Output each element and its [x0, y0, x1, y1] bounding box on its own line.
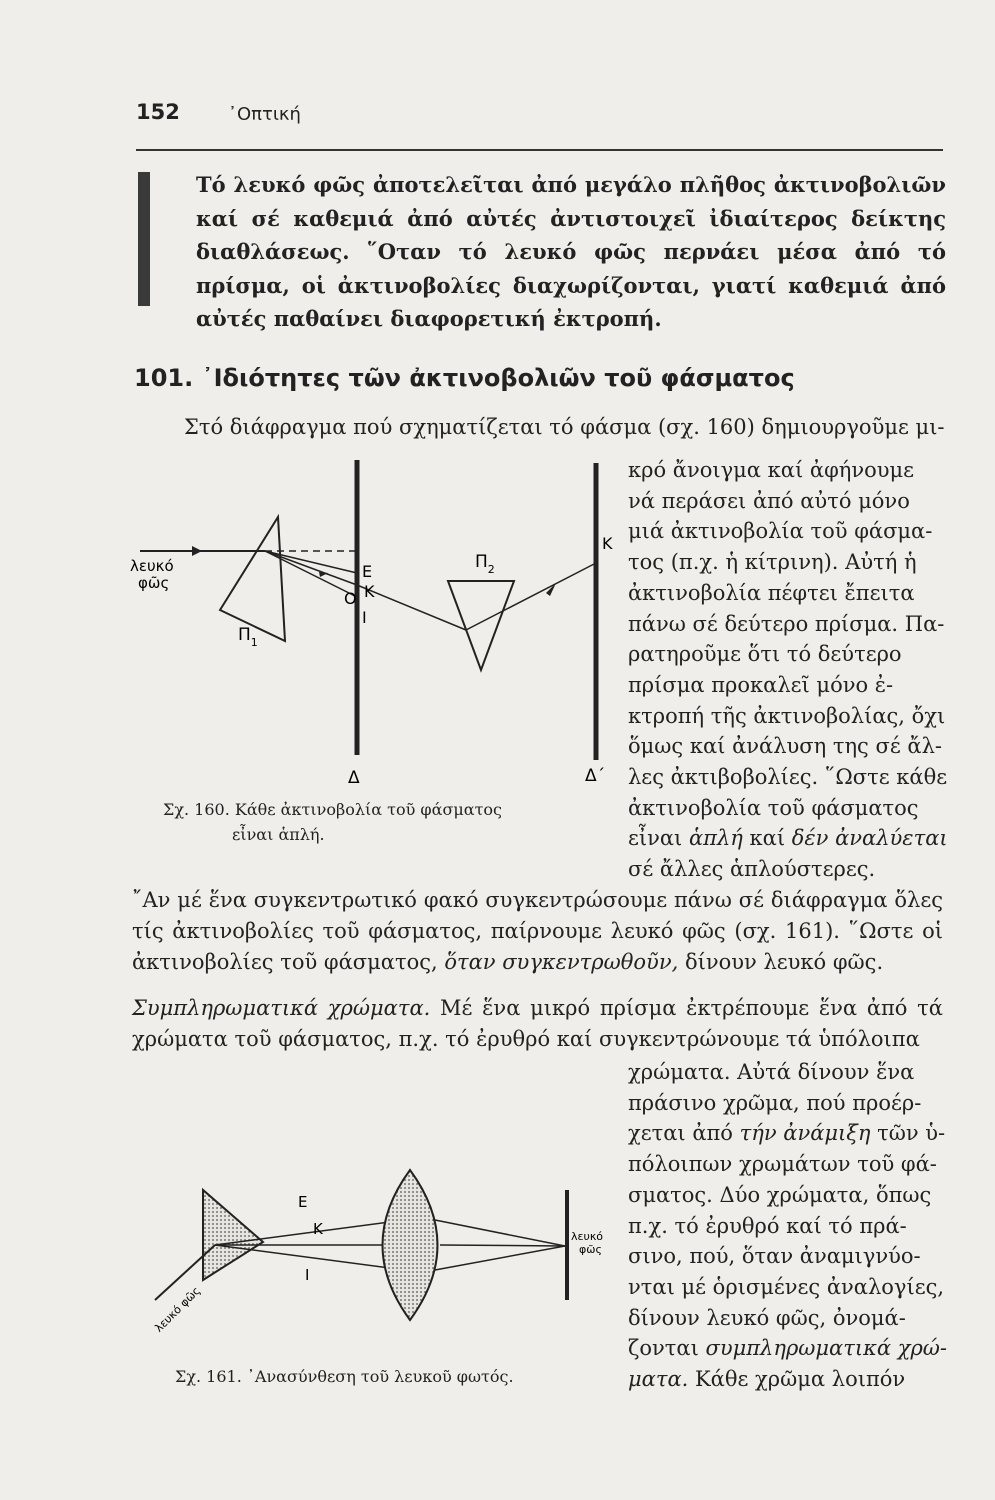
text-run: ῎Αν μέ ἕνα συγκεντρωτικό φακό συγκεντρώσουμε πάνω σέ διάφραγμα ὅλες τίς ἀκτινοβολίες τοῦ φάσματος, παίρνουμε λευκό φῶς (σχ. 161). ῞Ωστε οἱ ἀκτινοβολίες τοῦ φάσματος, — [132, 888, 943, 974]
label-k: Κ — [313, 1220, 323, 1238]
text-line: ἀκτινοβολία τοῦ φάσματος — [628, 795, 919, 820]
text-line: σέ ἄλλες ἁπλούστερες. — [628, 857, 876, 882]
text-run: εἶναι — [628, 826, 689, 851]
label-p1: Π — [238, 625, 251, 645]
section-title — [134, 364, 795, 392]
text-line: πράσινο χρῶμα, πού προέρ- — [628, 1090, 922, 1115]
label-p2: Π — [475, 552, 488, 572]
prism — [203, 1190, 263, 1280]
figure-160-caption-line2: εἶναι ἁπλή. — [232, 825, 325, 844]
figure-161-diagram — [135, 1150, 615, 1350]
label-i: Ι — [362, 608, 367, 627]
ray-converge-2 — [440, 1245, 565, 1246]
arrow-icon — [192, 546, 202, 556]
label-white-light-2: φῶς — [138, 574, 170, 592]
figure-161-caption: Σχ. 161. ᾿Ανασύνθεση τοῦ λευκοῦ φωτός. — [175, 1367, 514, 1386]
deviated-ray — [466, 563, 596, 630]
label-k2: Κ — [602, 534, 613, 553]
text-line: χρώματα. Αὐτά δίνουν ἕνα — [628, 1060, 915, 1084]
text-line: τος (π.χ. ἡ κίτρινη). Αὐτή ἡ — [628, 550, 917, 575]
text-line: πάνω σέ δεύτερο πρίσμα. Πα- — [628, 611, 945, 636]
label-white-out-1: λευκό — [571, 1230, 604, 1243]
chapter-title: ᾿Οπτική — [228, 104, 301, 125]
header-rule — [136, 149, 943, 151]
ray-k — [265, 551, 357, 585]
text-line: π.χ. τό ἐρυθρό καί τό πρά- — [628, 1213, 907, 1238]
text-line — [628, 823, 948, 854]
label-p1-sub: 1 — [250, 636, 258, 649]
text-line: σματος. Δύο χρώματα, ὅπως — [628, 1182, 932, 1207]
label-prism-2 — [475, 552, 495, 576]
text-line: κτροπή τῆς ἀκτινοβολίας, ὄχι — [628, 703, 946, 728]
text-run: τῶν ὑ- — [870, 1121, 946, 1146]
ray-i — [215, 1245, 405, 1270]
text-line: πόλοιπων χρωμάτων τοῦ φά- — [628, 1152, 937, 1177]
label-white-in: λευκό φῶς — [152, 1284, 203, 1335]
summary-text: Τό λευκό φῶς ἀποτελεῖται ἀπό μεγάλο πλῆθος ἀκτινοβολιῶν καί σέ καθεμιά ἀπό αὐτές ἀντιστοιχεῖ ἰδιαίτερος δείκτης διαθλάσεως. ῞Οταν τό λευκό φῶς περνάει μέσα ἀπό τό πρίσμα, οἱ ἀκτινοβολίες διαχωρίζονται, γιατί καθεμιά ἀπό αὐτές παθαίνει διαφορετική ἐκτροπή. — [196, 172, 946, 331]
ray-converge-3 — [435, 1246, 565, 1270]
text-line — [628, 1333, 948, 1364]
text-line: ἀκτινοβολία πέφτει ἔπειτα — [628, 580, 915, 605]
text-line: ρατηροῦμε ὅτι τό δεύτερο — [628, 642, 902, 667]
text-line — [628, 1364, 943, 1395]
text-line: νά περάσει ἀπό αὐτό μόνο — [628, 488, 910, 513]
text-line: ὅμως καί ἀνάλυση της σέ ἄλ- — [628, 734, 942, 759]
label-p2-sub: 2 — [487, 563, 495, 576]
text-run: Μέ ἕνα μικρό πρίσμα ἐκτρέπουμε ἕνα ἀπό τά χρώματα τοῦ φάσματος, π.χ. τό ἐρυθρό καί συγκεντρώνουμε τά ὑπόλοιπα — [132, 996, 943, 1051]
emphasis: τήν ἀνάμιξη — [739, 1121, 871, 1146]
label-e: Ε — [298, 1193, 308, 1211]
ray-e — [265, 551, 357, 573]
prism-1 — [220, 517, 285, 641]
para1-first-line: Στό διάφραγμα πού σχηματίζεται τό φάσμα (σχ. 160) δημιουργοῦμε μι- — [184, 415, 945, 439]
label-d: Δ — [348, 768, 360, 788]
emphasis: δέν ἀναλύεται — [791, 826, 948, 851]
text-run: δίνουν λευκό φῶς. — [678, 949, 884, 974]
text-run: ζονται — [628, 1336, 706, 1361]
text-run: Κάθε χρῶμα λοιπόν — [688, 1367, 906, 1392]
para3-column — [628, 1057, 948, 1395]
para2 — [132, 885, 943, 977]
section-number: 101. — [134, 364, 194, 392]
text-line: μιά ἀκτινοβολία τοῦ φάσμα- — [628, 519, 933, 544]
summary-bar — [138, 172, 150, 306]
label-i: Ι — [305, 1266, 310, 1284]
prism-2 — [448, 581, 514, 670]
figure-160-diagram — [130, 455, 620, 790]
para3 — [132, 993, 943, 1055]
text-line — [628, 1118, 946, 1149]
text-run: καί — [742, 826, 792, 851]
emphasis: ματα. — [628, 1367, 689, 1392]
label-d2: Δ΄ — [585, 766, 606, 786]
para3-title: Συμπληρωματικά χρώματα. — [132, 996, 431, 1020]
label-white-light-1: λευκό — [130, 557, 174, 575]
label-k: Κ — [364, 582, 375, 601]
text-line: πρίσμα προκαλεῖ μόνο ἐ- — [628, 672, 894, 697]
label-white-out-2: φῶς — [579, 1243, 602, 1256]
emphasis: ὅταν συγκεντρωθοῦν, — [444, 949, 679, 974]
label-o: O — [344, 589, 357, 608]
text-line: δίνουν λευκό φῶς, ὀνομά- — [628, 1305, 906, 1330]
converging-lens — [383, 1170, 438, 1320]
label-e: Ε — [362, 562, 373, 581]
ray-converge-1 — [435, 1220, 565, 1246]
text-line: λες ἀκτιβοβολίες. ῞Ωστε κάθε — [628, 765, 948, 790]
text-run: χεται ἀπό — [628, 1121, 740, 1146]
para1-column — [628, 455, 948, 885]
figure-160-caption-line1: Σχ. 160. Κάθε ἀκτινοβολία τοῦ φάσματος — [163, 800, 503, 819]
emphasis: ἁπλή — [688, 826, 743, 851]
page-number: 152 — [136, 100, 180, 124]
section-heading: ᾿Ιδιότητες τῶν ἀκτινοβολιῶν τοῦ φάσματος — [201, 364, 795, 392]
text-line: κρό ἄνοιγμα καί ἀφήνουμε — [628, 458, 915, 482]
text-line: νται μέ ὁρισμένες ἀναλογίες, — [628, 1274, 945, 1299]
text-line: σινο, πού, ὅταν ἀναμιγνύο- — [628, 1244, 921, 1269]
emphasis: συμπληρωματικά χρώ- — [705, 1336, 948, 1361]
label-prism-1 — [238, 625, 258, 649]
arrow-icon — [546, 583, 556, 596]
